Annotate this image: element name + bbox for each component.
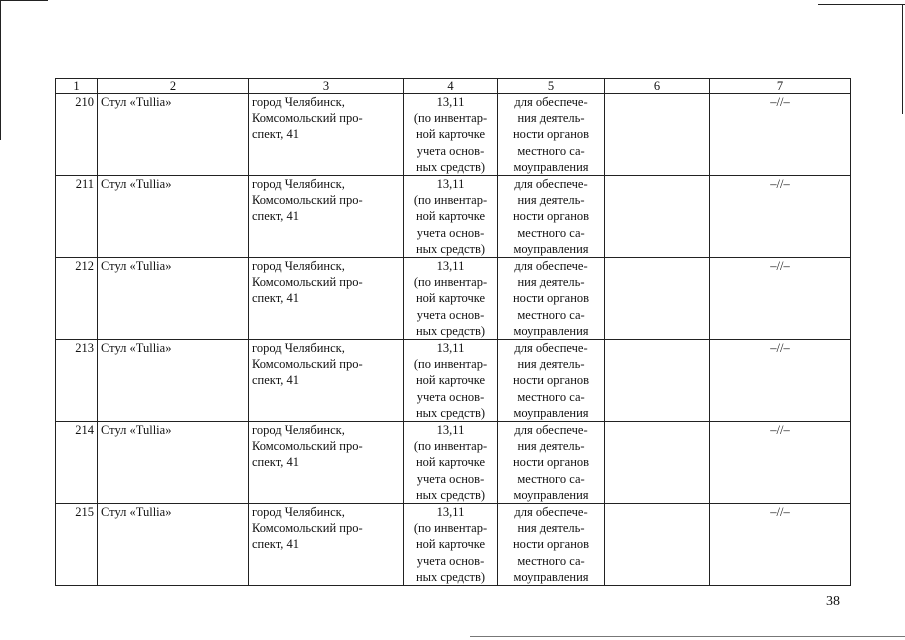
item-value: 13,11 (по инвентар- ной карточке учета основ- ных средств) <box>404 504 498 586</box>
item-name: Стул «Tullia» <box>98 176 249 258</box>
header-row <box>56 79 851 94</box>
table-row <box>56 258 851 340</box>
item-value: 13,11 (по инвентар- ной карточке учета основ- ных средств) <box>404 422 498 504</box>
page-number: 38 <box>826 594 840 609</box>
item-value: 13,11 (по инвентар- ной карточке учета основ- ных средств) <box>404 176 498 258</box>
item-address: город Челябинск, Комсомольский про- спект, 41 <box>249 176 404 258</box>
table-row <box>56 176 851 258</box>
item-purpose: для обеспече- ния деятель- ности органов местного са- моуправления <box>498 504 605 586</box>
item-purpose: для обеспече- ния деятель- ности органов местного са- моуправления <box>498 94 605 176</box>
item-col7: –//– <box>710 258 851 340</box>
scan-edge-bottom <box>470 636 905 637</box>
table-row <box>56 340 851 422</box>
row-number: 210 <box>56 94 98 176</box>
item-col6 <box>605 422 710 504</box>
header-col-4: 4 <box>404 79 498 94</box>
item-value: 13,11 (по инвентар- ной карточке учета основ- ных средств) <box>404 258 498 340</box>
item-name: Стул «Tullia» <box>98 340 249 422</box>
item-value: 13,11 (по инвентар- ной карточке учета основ- ных средств) <box>404 94 498 176</box>
item-address: город Челябинск, Комсомольский про- спект, 41 <box>249 422 404 504</box>
item-col7: –//– <box>710 340 851 422</box>
item-col6 <box>605 258 710 340</box>
row-number: 214 <box>56 422 98 504</box>
header-col-3: 3 <box>249 79 404 94</box>
header-col-7: 7 <box>710 79 851 94</box>
item-address: город Челябинск, Комсомольский про- спект, 41 <box>249 340 404 422</box>
item-address: город Челябинск, Комсомольский про- спект, 41 <box>249 258 404 340</box>
item-name: Стул «Tullia» <box>98 504 249 586</box>
header-col-2: 2 <box>98 79 249 94</box>
item-col6 <box>605 340 710 422</box>
item-col7: –//– <box>710 422 851 504</box>
item-col6 <box>605 504 710 586</box>
table-row <box>56 94 851 176</box>
scan-edge-left <box>0 0 1 140</box>
row-number: 211 <box>56 176 98 258</box>
item-address: город Челябинск, Комсомольский про- спект, 41 <box>249 504 404 586</box>
header-col-1: 1 <box>56 79 98 94</box>
item-name: Стул «Tullia» <box>98 258 249 340</box>
item-value: 13,11 (по инвентар- ной карточке учета основ- ных средств) <box>404 340 498 422</box>
item-col7: –//– <box>710 176 851 258</box>
item-col7: –//– <box>710 94 851 176</box>
inventory-table <box>55 78 851 586</box>
header-col-6: 6 <box>605 79 710 94</box>
row-number: 215 <box>56 504 98 586</box>
table-row <box>56 504 851 586</box>
item-name: Стул «Tullia» <box>98 94 249 176</box>
row-number: 212 <box>56 258 98 340</box>
scan-edge-top-left <box>0 0 48 1</box>
scan-edge-top-right <box>818 4 905 5</box>
header-col-5: 5 <box>498 79 605 94</box>
item-purpose: для обеспече- ния деятель- ности органов местного са- моуправления <box>498 258 605 340</box>
item-col6 <box>605 176 710 258</box>
item-purpose: для обеспече- ния деятель- ности органов местного са- моуправления <box>498 340 605 422</box>
table-row <box>56 422 851 504</box>
row-number: 213 <box>56 340 98 422</box>
item-purpose: для обеспече- ния деятель- ности органов местного са- моуправления <box>498 176 605 258</box>
inventory-table-container <box>55 78 850 586</box>
item-name: Стул «Tullia» <box>98 422 249 504</box>
item-address: город Челябинск, Комсомольский про- спект, 41 <box>249 94 404 176</box>
item-col7: –//– <box>710 504 851 586</box>
item-col6 <box>605 94 710 176</box>
scan-edge-right <box>902 4 903 114</box>
item-purpose: для обеспече- ния деятель- ности органов местного са- моуправления <box>498 422 605 504</box>
